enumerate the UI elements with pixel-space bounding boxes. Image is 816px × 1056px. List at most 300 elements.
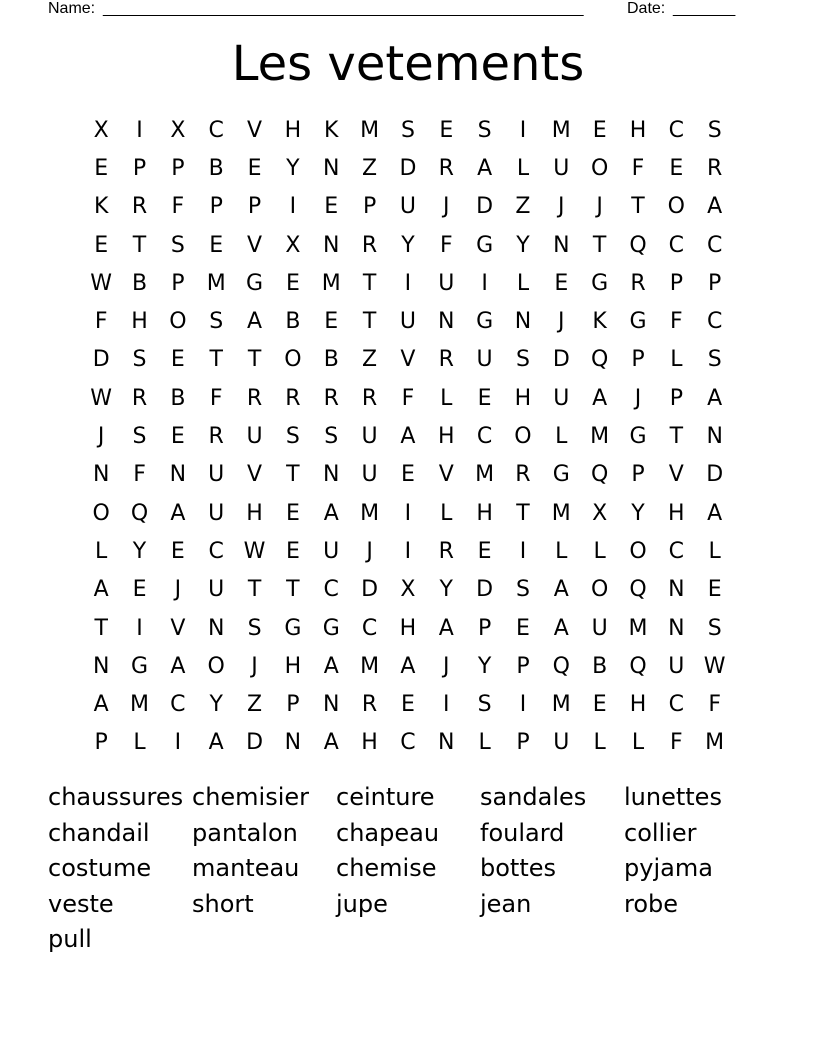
grid-letter: V xyxy=(170,615,186,641)
grid-letter: H xyxy=(131,309,148,335)
grid-letter: R xyxy=(246,385,263,411)
grid-letter: J xyxy=(251,653,258,679)
grid-letter: N xyxy=(553,232,570,258)
grid-letter: X xyxy=(592,500,608,526)
grid-letter: P xyxy=(631,347,645,373)
grid-letter: A xyxy=(553,615,569,641)
grid-letter: Y xyxy=(209,692,223,718)
grid-letter: N xyxy=(668,615,685,641)
grid-letter: W xyxy=(243,538,266,564)
grid-letter: A xyxy=(553,577,569,603)
grid-letter: R xyxy=(208,424,224,450)
grid-letter: E xyxy=(170,424,185,450)
grid-letter: L xyxy=(133,730,146,756)
grid-letter: B xyxy=(131,270,148,296)
grid-letter: B xyxy=(170,385,186,411)
grid-letter: E xyxy=(400,462,415,488)
grid-letter: C xyxy=(208,538,224,564)
word-list-item: chapeau xyxy=(336,818,440,847)
date-blank-line: _______ xyxy=(673,0,736,17)
grid-letter: Z xyxy=(515,194,531,220)
grid-letter: A xyxy=(208,730,224,756)
grid-letter: M xyxy=(551,692,571,718)
grid-letter: J xyxy=(174,577,182,603)
grid-letter: M xyxy=(590,424,610,450)
grid-letter: J xyxy=(443,194,450,220)
grid-letter: Y xyxy=(401,232,415,258)
grid-letter: M xyxy=(130,692,149,718)
grid-letter: E xyxy=(592,117,607,143)
grid-letter: N xyxy=(207,615,225,641)
grid-letter: R xyxy=(438,155,454,181)
grid-letter: E xyxy=(592,692,607,718)
grid-letter: H xyxy=(399,615,417,641)
grid-letter: Q xyxy=(590,347,609,373)
grid-letter: P xyxy=(669,270,683,296)
grid-letter: P xyxy=(516,653,530,679)
grid-letter: R xyxy=(515,462,531,488)
grid-letter: P xyxy=(247,194,262,220)
grid-letter: H xyxy=(246,500,263,526)
grid-letter: M xyxy=(551,500,571,526)
grid-letter: M xyxy=(551,117,571,143)
grid-letter: R xyxy=(361,232,378,258)
grid-letter: T xyxy=(516,500,530,526)
grid-letter: I xyxy=(404,538,412,564)
grid-letter: O xyxy=(590,155,609,181)
word-list-item: veste xyxy=(48,889,114,918)
grid-letter: A xyxy=(323,730,339,756)
grid-letter: D xyxy=(552,347,570,373)
grid-letter: R xyxy=(361,692,378,718)
grid-letter: F xyxy=(439,232,453,258)
word-list-item: foulard xyxy=(480,818,565,847)
grid-letter: X xyxy=(93,117,109,143)
grid-letter: G xyxy=(322,615,340,641)
word-list-item: ceinture xyxy=(336,783,435,811)
grid-letter: C xyxy=(323,577,339,603)
grid-letter: U xyxy=(553,385,570,411)
grid-letter: E xyxy=(94,232,109,258)
grid-letter: D xyxy=(361,577,379,603)
grid-letter: E xyxy=(516,615,530,641)
grid-letter: H xyxy=(437,424,455,450)
grid-letter: D xyxy=(476,194,494,220)
grid-letter: E xyxy=(554,270,569,296)
grid-letter: N xyxy=(323,692,340,718)
grid-letter: T xyxy=(286,462,300,488)
grid-letter: F xyxy=(209,385,223,411)
grid-letter: D xyxy=(706,462,724,488)
grid-letter: H xyxy=(629,117,647,143)
grid-letter: S xyxy=(285,424,300,450)
grid-letter: M xyxy=(360,117,380,143)
grid-letter: C xyxy=(706,309,723,335)
grid-letter: Y xyxy=(516,232,530,258)
grid-letter: S xyxy=(515,347,530,373)
word-list-item: pyjama xyxy=(624,854,713,883)
grid-letter: A xyxy=(170,500,186,526)
grid-letter: D xyxy=(246,730,264,756)
grid-letter: B xyxy=(323,347,339,373)
grid-letter: G xyxy=(476,309,494,335)
grid-letter: M xyxy=(206,270,226,296)
grid-letter: S xyxy=(209,309,224,335)
grid-letter: J xyxy=(366,538,373,564)
grid-letter: V xyxy=(438,462,454,488)
grid-letter: I xyxy=(481,270,488,296)
grid-letter: N xyxy=(438,730,455,756)
grid-letter: N xyxy=(323,462,340,488)
grid-letter: X xyxy=(285,232,301,258)
grid-letter: I xyxy=(136,615,143,641)
grid-letter: U xyxy=(438,270,455,296)
grid-letter: E xyxy=(94,155,109,181)
grid-letter: U xyxy=(323,538,340,564)
grid-letter: F xyxy=(171,194,185,220)
grid-letter: R xyxy=(438,347,454,373)
word-list-item: short xyxy=(192,889,254,918)
grid-letter: A xyxy=(93,577,109,603)
grid-letter: L xyxy=(440,500,453,526)
grid-letter: W xyxy=(90,270,113,296)
grid-letter: C xyxy=(668,117,685,143)
word-list-item: bottes xyxy=(480,854,557,883)
grid-letter: P xyxy=(362,194,377,220)
grid-letter: E xyxy=(285,500,300,526)
word-list-item: chaussures xyxy=(48,783,184,811)
grid-letter: U xyxy=(591,615,608,641)
grid-letter: M xyxy=(321,270,341,296)
grid-letter: O xyxy=(667,194,685,220)
grid-letter: D xyxy=(92,347,110,373)
grid-letter: A xyxy=(170,653,186,679)
grid-letter: L xyxy=(631,730,645,756)
grid-letter: W xyxy=(90,385,113,411)
grid-letter: N xyxy=(438,309,455,335)
word-list-item: pull xyxy=(48,925,92,954)
grid-letter: L xyxy=(516,270,530,296)
grid-letter: T xyxy=(669,424,684,450)
grid-letter: L xyxy=(440,385,453,411)
grid-letter: L xyxy=(593,730,606,756)
grid-letter: U xyxy=(208,500,225,526)
grid-letter: U xyxy=(553,155,570,181)
grid-letter: E xyxy=(247,155,262,181)
grid-letter: N xyxy=(92,653,110,679)
grid-letter: Q xyxy=(629,232,647,258)
grid-letter: A xyxy=(400,424,416,450)
grid-letter: E xyxy=(132,577,147,603)
grid-letter: K xyxy=(324,117,339,143)
grid-letter: A xyxy=(707,385,723,411)
grid-letter: V xyxy=(668,462,684,488)
grid-letter: S xyxy=(247,615,262,641)
grid-letter: U xyxy=(553,730,570,756)
grid-letter: P xyxy=(171,155,185,181)
word-list-item: jean xyxy=(480,889,532,918)
word-list-item: manteau xyxy=(192,854,300,883)
word-list-item: lunettes xyxy=(624,783,722,811)
grid-letter: E xyxy=(477,385,492,411)
grid-letter: I xyxy=(519,117,527,143)
grid-letter: Q xyxy=(130,500,149,526)
grid-letter: U xyxy=(399,194,416,220)
grid-letter: P xyxy=(477,615,492,641)
grid-letter: T xyxy=(209,347,223,373)
grid-letter: M xyxy=(705,730,725,756)
grid-letter: A xyxy=(592,385,608,411)
grid-letter: U xyxy=(208,462,225,488)
grid-letter: F xyxy=(401,385,415,411)
grid-letter: R xyxy=(438,538,454,564)
grid-letter: T xyxy=(247,577,262,603)
grid-letter: A xyxy=(323,653,339,679)
word-list-item: jupe xyxy=(336,889,388,918)
grid-letter: R xyxy=(285,385,301,411)
grid-letter: P xyxy=(132,155,147,181)
grid-letter: J xyxy=(634,385,642,411)
grid-letter: L xyxy=(555,538,568,564)
grid-letter: L xyxy=(708,538,721,564)
grid-letter: R xyxy=(131,385,148,411)
grid-letter: N xyxy=(668,577,685,603)
grid-letter: G xyxy=(629,424,647,450)
grid-letter: U xyxy=(361,424,378,450)
grid-letter: S xyxy=(707,117,722,143)
grid-letter: E xyxy=(400,692,415,718)
grid-letter: V xyxy=(247,462,263,488)
grid-letter: A xyxy=(707,500,723,526)
grid-letter: P xyxy=(286,692,300,718)
letter-grid xyxy=(82,111,734,762)
grid-letter: G xyxy=(476,232,494,258)
grid-letter: I xyxy=(289,194,297,220)
grid-letter: Y xyxy=(477,653,492,679)
grid-letter: I xyxy=(519,538,527,564)
grid-letter: J xyxy=(596,194,603,220)
grid-letter: P xyxy=(516,730,530,756)
grid-letter: Q xyxy=(552,653,570,679)
grid-letter: K xyxy=(592,309,607,335)
grid-letter: Y xyxy=(132,538,147,564)
grid-letter: E xyxy=(439,117,454,143)
grid-letter: H xyxy=(284,653,302,679)
grid-letter: U xyxy=(668,653,685,679)
grid-letter: E xyxy=(477,538,492,564)
grid-letter: R xyxy=(323,385,339,411)
grid-letter: S xyxy=(707,615,722,641)
grid-letter: H xyxy=(284,117,302,143)
grid-letter: S xyxy=(707,347,722,373)
grid-letter: J xyxy=(558,194,565,220)
grid-letter: U xyxy=(208,577,225,603)
grid-letter: C xyxy=(476,424,493,450)
grid-letter: U xyxy=(476,347,493,373)
grid-letter: I xyxy=(404,270,412,296)
grid-letter: A xyxy=(438,615,454,641)
grid-letter: M xyxy=(360,653,380,679)
grid-letter: J xyxy=(443,653,450,679)
grid-letter: F xyxy=(670,730,683,756)
grid-letter: N xyxy=(514,309,532,335)
grid-letter: E xyxy=(707,577,722,603)
word-list-item: costume xyxy=(48,854,152,883)
grid-letter: A xyxy=(477,155,493,181)
grid-letter: I xyxy=(174,730,182,756)
grid-letter: Y xyxy=(439,577,453,603)
grid-letter: S xyxy=(324,424,339,450)
word-list-item: sandales xyxy=(480,783,587,811)
grid-letter: N xyxy=(323,155,340,181)
grid-letter: V xyxy=(247,232,263,258)
grid-letter: C xyxy=(208,117,224,143)
grid-letter: Q xyxy=(629,653,647,679)
grid-letter: L xyxy=(593,538,606,564)
grid-letter: O xyxy=(92,500,110,526)
grid-letter: U xyxy=(361,462,378,488)
grid-letter: C xyxy=(668,692,685,718)
grid-letter: I xyxy=(519,692,527,718)
grid-letter: S xyxy=(400,117,415,143)
grid-letter: L xyxy=(516,155,530,181)
grid-letter: N xyxy=(92,462,110,488)
grid-letter: E xyxy=(324,194,339,220)
grid-letter: L xyxy=(670,347,683,373)
grid-letter: P xyxy=(631,462,645,488)
grid-letter: E xyxy=(170,538,185,564)
grid-letter: W xyxy=(703,653,726,679)
word-list-item: pantalon xyxy=(192,818,298,847)
grid-letter: B xyxy=(208,155,224,181)
grid-letter: Y xyxy=(631,500,645,526)
grid-letter: A xyxy=(247,309,263,335)
grid-letter: R xyxy=(131,194,148,220)
grid-letter: F xyxy=(133,462,146,488)
grid-letter: E xyxy=(285,538,300,564)
grid-letter: E xyxy=(209,232,224,258)
grid-letter: N xyxy=(169,462,187,488)
grid-letter: O xyxy=(514,424,532,450)
grid-letter: J xyxy=(97,424,105,450)
grid-letter: M xyxy=(475,462,495,488)
grid-letter: O xyxy=(284,347,302,373)
grid-letter: X xyxy=(170,117,186,143)
word-list-item: chandail xyxy=(48,818,150,847)
grid-letter: L xyxy=(95,538,108,564)
header-line xyxy=(48,0,748,20)
word-list-item: collier xyxy=(624,818,697,847)
grid-letter: N xyxy=(284,730,302,756)
grid-letter: C xyxy=(170,692,186,718)
grid-letter: Z xyxy=(247,692,263,718)
grid-letter: N xyxy=(706,424,723,450)
grid-letter: H xyxy=(476,500,493,526)
grid-letter: G xyxy=(284,615,302,641)
grid-letter: P xyxy=(669,385,683,411)
grid-letter: T xyxy=(132,232,147,258)
grid-letter: S xyxy=(477,117,492,143)
grid-letter: O xyxy=(590,577,609,603)
name-label: Name: xyxy=(48,0,96,17)
grid-letter: S xyxy=(132,347,147,373)
grid-letter: Q xyxy=(629,577,647,603)
grid-letter: G xyxy=(552,462,570,488)
grid-letter: A xyxy=(707,194,723,220)
grid-letter: S xyxy=(515,577,530,603)
grid-letter: G xyxy=(629,309,647,335)
grid-letter: Z xyxy=(362,347,378,373)
grid-letter: B xyxy=(592,653,608,679)
grid-letter: O xyxy=(629,538,647,564)
grid-letter: P xyxy=(708,270,722,296)
grid-letter: O xyxy=(169,309,187,335)
grid-letter: T xyxy=(286,577,300,603)
grid-letter: F xyxy=(708,692,721,718)
grid-letter: Q xyxy=(590,462,609,488)
grid-letter: A xyxy=(323,500,339,526)
grid-letter: H xyxy=(668,500,685,526)
grid-letter: S xyxy=(477,692,492,718)
grid-letter: J xyxy=(558,309,565,335)
grid-letter: P xyxy=(171,270,185,296)
grid-letter: T xyxy=(631,194,645,220)
grid-letter: D xyxy=(399,155,417,181)
grid-letter: A xyxy=(400,653,416,679)
grid-letter: G xyxy=(591,270,609,296)
grid-letter: S xyxy=(132,424,147,450)
grid-letter: V xyxy=(400,347,416,373)
grid-letter: C xyxy=(400,730,416,756)
grid-letter: R xyxy=(361,385,378,411)
word-list xyxy=(48,780,768,958)
grid-letter: P xyxy=(209,194,223,220)
grid-letter: U xyxy=(246,424,263,450)
grid-letter: C xyxy=(706,232,723,258)
grid-letter: E xyxy=(324,309,339,335)
grid-letter: O xyxy=(207,653,225,679)
grid-letter: H xyxy=(361,730,378,756)
grid-letter: X xyxy=(400,577,416,603)
grid-letter: D xyxy=(476,577,494,603)
grid-letter: F xyxy=(670,309,683,335)
grid-letter: F xyxy=(94,309,108,335)
grid-letter: I xyxy=(136,117,143,143)
grid-letter: B xyxy=(285,309,301,335)
grid-letter: A xyxy=(93,692,109,718)
word-list-item: chemise xyxy=(336,854,437,883)
grid-letter: T xyxy=(247,347,262,373)
grid-letter: Y xyxy=(286,155,300,181)
grid-letter: I xyxy=(443,692,450,718)
name-blank-line: ______________________________________________________ xyxy=(103,0,584,17)
grid-letter: Z xyxy=(362,155,378,181)
grid-letter: V xyxy=(247,117,263,143)
grid-letter: T xyxy=(592,232,607,258)
grid-letter: S xyxy=(170,232,185,258)
grid-letter: H xyxy=(629,692,647,718)
date-label: Date: xyxy=(627,0,666,17)
page-title: Les vetements xyxy=(231,36,585,92)
grid-letter: E xyxy=(285,270,300,296)
grid-letter: L xyxy=(478,730,491,756)
grid-letter: M xyxy=(628,615,648,641)
grid-letter: P xyxy=(94,730,108,756)
grid-letter: T xyxy=(362,309,377,335)
grid-letter: H xyxy=(514,385,532,411)
grid-letter: E xyxy=(170,347,185,373)
grid-letter: K xyxy=(93,194,109,220)
